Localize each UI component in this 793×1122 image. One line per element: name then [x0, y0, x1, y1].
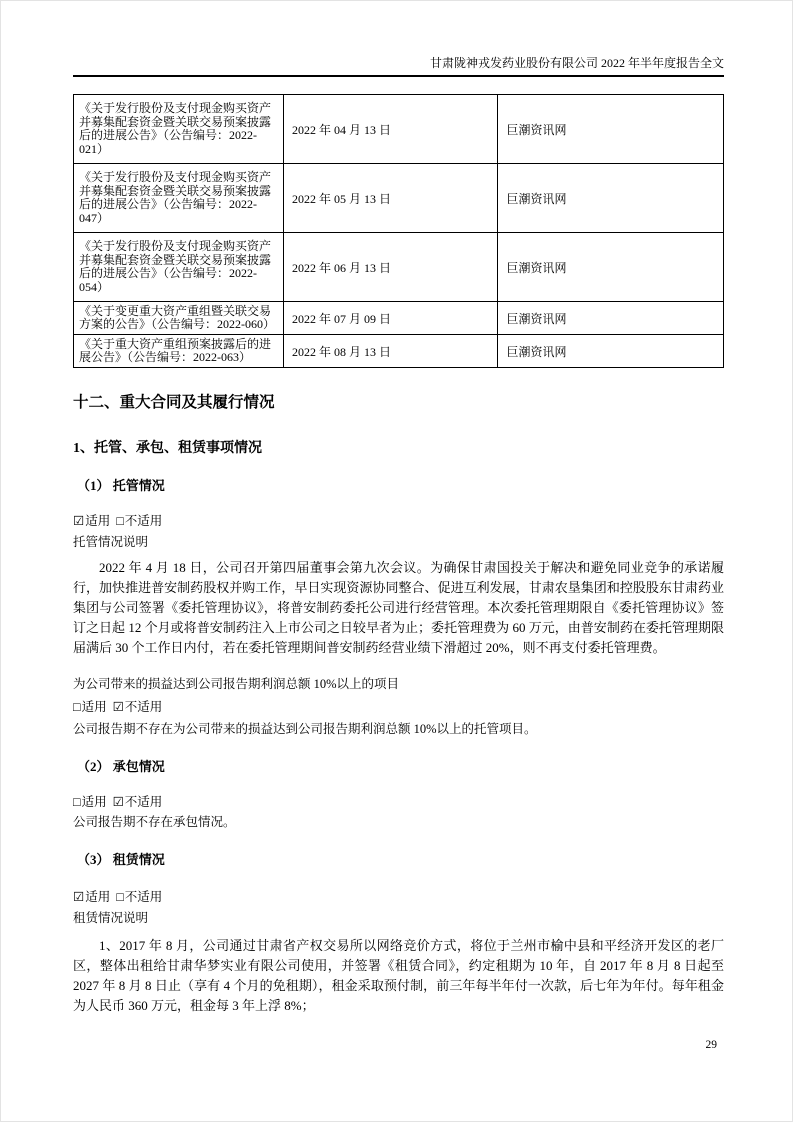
- heading-leasing: （3） 租赁情况: [77, 852, 165, 867]
- disclosure-date-cell: 2022 年 05 月 13 日: [283, 164, 498, 233]
- not-applicable-label: 不适用: [124, 890, 163, 904]
- page-header: [73, 55, 724, 77]
- not-applicable-label: 不适用: [124, 514, 163, 528]
- checkbox-unchecked-icon: □: [116, 514, 124, 528]
- announcement-title-cell: 《关于发行股份及支付现金购买资产并募集配套资金暨关联交易预案披露后的进展公告》（公告编号：2022-054）: [74, 233, 284, 302]
- announcement-title-cell: 《关于变更重大资产重组暨关联交易方案的公告》（公告编号：2022-060）: [74, 302, 284, 335]
- custody-applicability-line: [73, 513, 724, 529]
- disclosure-media-cell: 巨潮资讯网: [498, 335, 724, 368]
- not-applicable-label: 不适用: [124, 700, 163, 714]
- announcement-title-cell: 《关于发行股份及支付现金购买资产并募集配套资金暨关联交易预案披露后的进展公告》（公告编号：2022-047）: [74, 164, 284, 233]
- disclosure-date-cell: 2022 年 06 月 13 日: [283, 233, 498, 302]
- applicable-label: 适用: [81, 795, 107, 809]
- checkbox-unchecked-icon: □: [73, 700, 81, 714]
- checkbox-checked-icon: ☑: [73, 514, 85, 528]
- checkbox-checked-icon: ☑: [73, 890, 85, 904]
- table-row: [74, 164, 724, 233]
- not-applicable-label: 不适用: [124, 795, 163, 809]
- applicable-option: [73, 700, 107, 714]
- leasing-note-label: 租赁情况说明: [73, 911, 149, 925]
- applicable-label: 适用: [85, 514, 111, 528]
- not-applicable-option: [116, 514, 162, 528]
- not-applicable-option: [113, 700, 163, 714]
- table-row: [74, 302, 724, 335]
- checkbox-checked-icon: ☑: [112, 700, 124, 714]
- applicable-label: 适用: [81, 700, 107, 714]
- applicable-option: [73, 514, 110, 528]
- checkbox-unchecked-icon: □: [116, 890, 124, 904]
- applicable-option: [73, 890, 110, 904]
- custody-note-label: 托管情况说明: [73, 535, 149, 549]
- disclosure-media-cell: 巨潮资讯网: [498, 302, 724, 335]
- disclosure-media-cell: 巨潮资讯网: [498, 164, 724, 233]
- report-header-title: 甘肃陇神戎发药业股份有限公司 2022 年半年度报告全文: [429, 56, 724, 70]
- table-row: [74, 335, 724, 368]
- leasing-description-paragraph: 1、2017 年 8 月，公司通过甘肃省产权交易所以网络竞价方式，将位于兰州市榆中县和平经济开发区的老厂区，整体出租给甘肃华梦实业有限公司使用，并签署《租赁合同》，约定租期为 10 年，自 2017 年 8 月 8 日起至 2027 年 8 月 8 日止（享有 4 个月的免租期），租金采取预付制，前三年每半年付一次款，后七年为年付。每年租金为人民币 360 万元，租金每 3 年上浮 8%；: [73, 938, 724, 1013]
- contracting-note: 公司报告期不存在承包情况。: [73, 815, 236, 829]
- applicable-option: [73, 795, 107, 809]
- announcement-title-cell: 《关于重大资产重组预案披露后的进展公告》（公告编号：2022-063）: [74, 335, 284, 368]
- checkbox-checked-icon: ☑: [112, 795, 124, 809]
- disclosure-date-cell: 2022 年 07 月 09 日: [283, 302, 498, 335]
- checkbox-unchecked-icon: □: [73, 795, 81, 809]
- not-applicable-option: [113, 795, 163, 809]
- heading-contracting: （2） 承包情况: [77, 759, 165, 774]
- page-content: [73, 1, 724, 1016]
- disclosure-media-cell: 巨潮资讯网: [498, 95, 724, 164]
- leasing-applicability-line: [73, 889, 724, 905]
- table-row: [74, 233, 724, 302]
- not-applicable-option: [116, 890, 162, 904]
- disclosure-date-cell: 2022 年 04 月 13 日: [283, 95, 498, 164]
- section-heading-major-contracts: 十二、重大合同及其履行情况: [73, 394, 275, 411]
- table-row: [74, 95, 724, 164]
- custody-profit-item-label: 为公司带来的损益达到公司报告期利润总额 10%以上的项目: [73, 677, 400, 691]
- custody-profit-applicability-line: [73, 699, 724, 715]
- subsection-heading-custody-contract-lease: 1、托管、承包、租赁事项情况: [73, 441, 262, 456]
- page-number: 29: [705, 1039, 717, 1051]
- announcements-table: [73, 94, 724, 368]
- applicable-label: 适用: [85, 890, 111, 904]
- heading-custody: （1） 托管情况: [77, 478, 165, 493]
- disclosure-media-cell: 巨潮资讯网: [498, 233, 724, 302]
- announcement-title-cell: 《关于发行股份及支付现金购买资产并募集配套资金暨关联交易预案披露后的进展公告》（公告编号：2022-021）: [74, 95, 284, 164]
- disclosure-date-cell: 2022 年 08 月 13 日: [283, 335, 498, 368]
- custody-description-paragraph: 2022 年 4 月 18 日，公司召开第四届董事会第九次会议。为确保甘肃国投关于解决和避免同业竞争的承诺履行，加快推进普安制药股权并购工作，早日实现资源协同整合、促进互利发展，甘肃农垦集团和控股股东甘肃药业集团与公司签署《委托管理协议》，将普安制药委托公司进行经营管理。本次委托管理期限自《委托管理协议》签订之日起 12 个月或将普安制药注入上市公司之日较早者为止；委托管理费为 60 万元，由普安制药在委托管理期限届满后 30 个工作日内付，若在委托管理期间普安制药经营业绩下滑超过 20%，则不再支付委托管理费。: [73, 560, 724, 655]
- custody-profit-note: 公司报告期不存在为公司带来的损益达到公司报告期利润总额 10%以上的托管项目。: [73, 722, 537, 736]
- contracting-applicability-line: [73, 794, 724, 810]
